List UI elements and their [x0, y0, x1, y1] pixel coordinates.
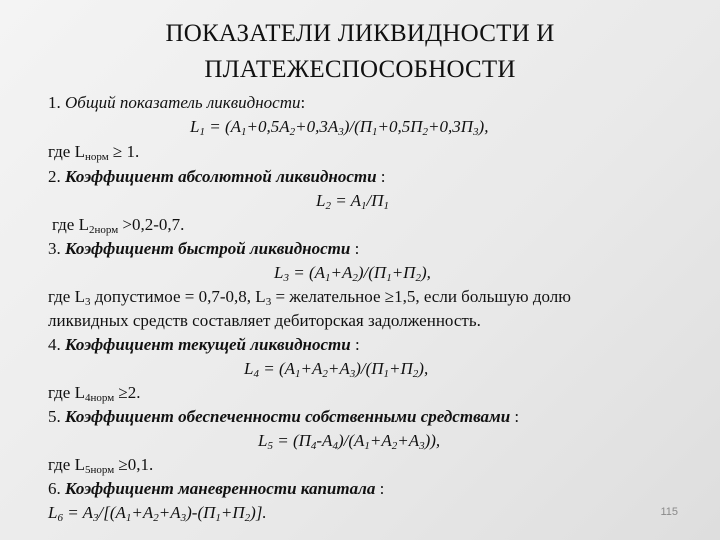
item-1-formula: $L_1 = (A_1+0,5A_2+0,3A_3)/(П_1+0,5П_2+0,3П_3)$, — [190, 117, 489, 138]
slide-title-line-1: ПОКАЗАТЕЛИ ЛИКВИДНОСТИ И — [165, 20, 555, 47]
item-number: 6. — [48, 479, 65, 498]
page-number: 115 — [660, 506, 678, 518]
item-number: 2. — [48, 167, 65, 186]
item-name: Коэффициент абсолютной ликвидности — [65, 167, 377, 186]
item-4-formula: $L_4 = (A_1+A_2+A_3)/(П_1+П_2)$, — [244, 359, 429, 380]
item-colon: : — [300, 93, 306, 112]
item-name: Коэффициент текущей ликвидности — [65, 335, 351, 354]
item-6-heading — [48, 478, 690, 500]
item-3-note-continued: ликвидных средств составляет дебиторская задолженность. — [48, 311, 481, 330]
item-5-formula: $L_5 = (П_4-A_4)/(A_1+A_2+A_3)$), — [258, 431, 441, 452]
item-2-heading — [48, 166, 690, 188]
item-3-note: где $L_3$ допустимое = 0,7-0,8, $L_3$ = желательное ≥1,5, если большую долю — [48, 287, 571, 308]
item-4-note: где $L_{4норм} \ge 2$. — [48, 383, 141, 404]
item-number: 3. — [48, 239, 65, 258]
item-name: Коэффициент обеспеченности собственными средствами — [65, 407, 511, 426]
item-6-formula: $L_6 = A_3/[(A_1+A_2+A_3)-(П_1+П_2)]$. — [48, 503, 267, 524]
item-name: Общий показатель ликвидности — [65, 93, 301, 112]
item-4-heading — [48, 334, 690, 356]
item-3-heading — [48, 238, 690, 260]
item-number: 1. — [48, 93, 65, 112]
item-colon: : — [350, 239, 360, 258]
item-name: Коэффициент быстрой ликвидности — [65, 239, 351, 258]
item-1-note: где $L_{норм} \ge 1$. — [48, 142, 140, 163]
item-colon: : — [510, 407, 520, 426]
slide-title-line-2: ПЛАТЕЖЕСПОСОБНОСТИ — [204, 56, 516, 83]
item-colon: : — [376, 167, 386, 186]
item-colon: : — [350, 335, 360, 354]
item-3-formula: $L_3 = (A_1+A_2)/(П_1+П_2)$, — [274, 263, 431, 284]
item-2-note: где $L_{2норм} >0,2-0,7$. — [52, 215, 185, 236]
item-2-formula: $L_2 = A_1/П_1$ — [316, 191, 390, 212]
item-name: Коэффициент маневренности капитала — [65, 479, 376, 498]
item-1-heading — [48, 92, 690, 114]
item-5-note: где $L_{5норм} \ge 0,1$. — [48, 455, 154, 476]
item-colon: : — [375, 479, 385, 498]
item-number: 5. — [48, 407, 65, 426]
item-5-heading — [48, 406, 690, 428]
item-number: 4. — [48, 335, 65, 354]
